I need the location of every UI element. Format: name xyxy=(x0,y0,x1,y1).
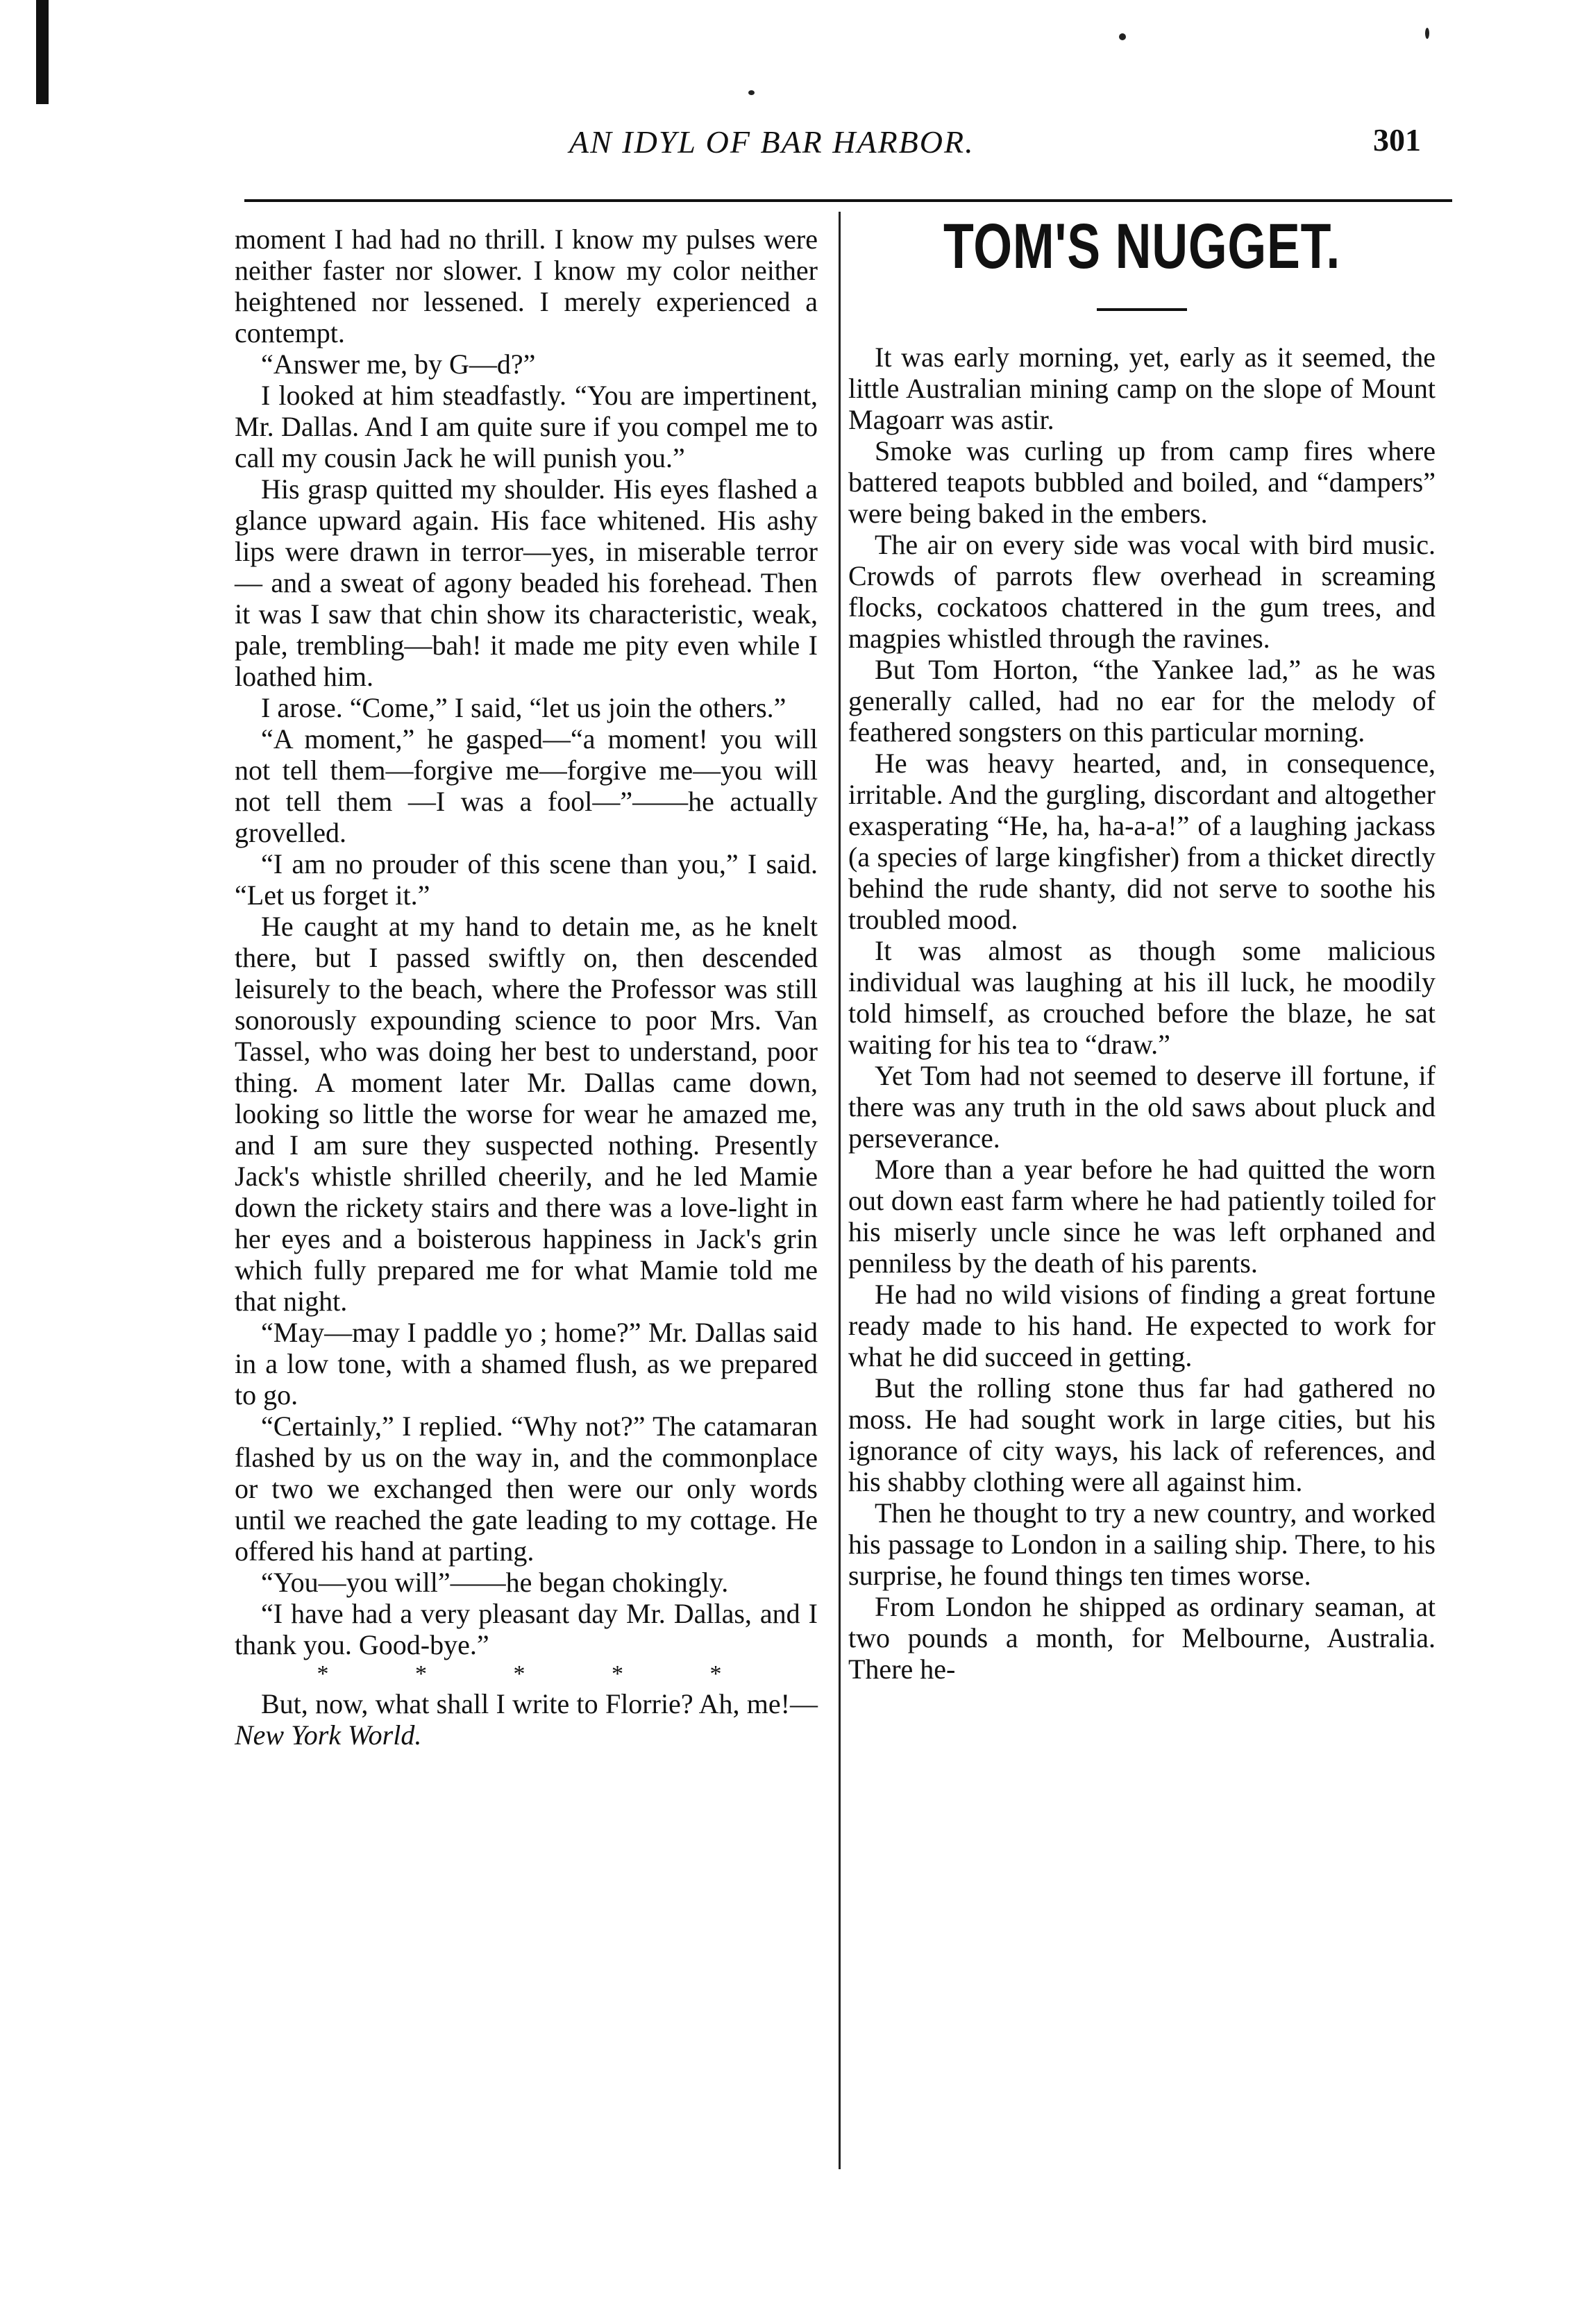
paragraph: But Tom Horton, “the Yankee lad,” as he was generally called, had no ear for the melody of feathered songsters on this particular morning. xyxy=(848,654,1436,748)
scan-speck xyxy=(1425,28,1429,39)
paragraph: He had no wild visions of finding a great fortune ready made to his hand. He expected to work for what he did succeed in getting. xyxy=(848,1279,1436,1372)
story-title: TOM'S NUGGET. xyxy=(943,211,1341,282)
paragraph: Yet Tom had not seemed to deserve ill fortune, if there was any truth in the old saws about pluck and perseverance. xyxy=(848,1060,1436,1154)
paragraph: “A moment,” he gasped—“a moment! you will not tell them—forgive me—forgive me—you will not tell them —I was a fool—”——he actually grovelled. xyxy=(235,723,818,848)
header-rule xyxy=(244,199,1452,202)
paragraph: I looked at him steadfastly. “You are impertinent, Mr. Dallas. And I am quite sure if you compel me to call my cousin Jack he will punish you.” xyxy=(235,380,818,473)
left-column xyxy=(235,224,818,1751)
paragraph: But the rolling stone thus far had gathered no moss. He had sought work in large cities, but his ignorance of city ways, his lack of references, and his shabby clothing were all against him. xyxy=(848,1372,1436,1497)
paragraph: More than a year before he had quitted the worn out down east farm where he had patiently toiled for his miserly uncle since he was left orphaned and penniless by the death of his parents. xyxy=(848,1154,1436,1279)
title-rule xyxy=(1097,308,1187,311)
paragraph: Smoke was curling up from camp fires where battered teapots bubbled and boiled, and “dampers” were being baked in the embers. xyxy=(848,435,1436,529)
source-credit: New York World. xyxy=(235,1719,422,1751)
paragraph: He caught at my hand to detain me, as he knelt there, but I passed swiftly on, then descended leisurely to the beach, where the Professor was still sonorously expounding science to poor Mrs. Van Tassel, who was doing her best to understand, poor thing. A moment later Mr. Dallas came down, looking so little the worse for wear he amazed me, and I am sure they suspected nothing. Presently Jack's whistle shrilled cheerily, and he led Mamie down the rickety stairs and there was a love-light in her eyes and a boisterous happiness in Jack's grin which fully prepared me for what Mamie told me that night. xyxy=(235,911,818,1317)
paragraph: From London he shipped as ordinary seaman, at two pounds a month, for Melbourne, Australia. There he- xyxy=(848,1591,1436,1685)
paragraph: His grasp quitted my shoulder. His eyes flashed a glance upward again. His face whitened. His ashy lips were drawn in terror—yes, in miserable terror — and a sweat of agony beaded his forehead. Then it was I saw that chin show its characteristic, weak, pale, trembling—bah! it made me pity even while I loathed him. xyxy=(235,473,818,692)
paragraph: “Answer me, by G—d?” xyxy=(261,348,536,380)
running-title: AN IDYL OF BAR HARBOR. xyxy=(569,124,975,160)
paragraph: “Certainly,” I replied. “Why not?” The catamaran flashed by us on the way in, and the commonplace or two we exchanged then were our only words until we reached the gate leading to my cottage. He offered his hand at parting. xyxy=(235,1411,818,1567)
scan-speck xyxy=(748,90,755,95)
paragraph: The air on every side was vocal with bird music. Crowds of parrots flew overhead in screaming flocks, cockatoos chattered in the gum trees, and magpies whistled through the ravines. xyxy=(848,529,1436,654)
paragraph: moment I had had no thrill. I know my pulses were neither faster nor slower. I know my color neither heightened nor lessened. I merely experienced a contempt. xyxy=(235,224,818,348)
section-break-asterisks: * * * * * xyxy=(317,1661,762,1687)
paragraph: “I am no prouder of this scene than you,” I said. “Let us forget it.” xyxy=(235,848,818,911)
column-divider xyxy=(839,212,841,2169)
closing-paragraph xyxy=(235,1688,818,1751)
paragraph: It was early morning, yet, early as it seemed, the little Australian mining camp on the slope of Mount Magoarr was astir. xyxy=(848,342,1436,435)
paragraph: “May—may I paddle yo ; home?” Mr. Dallas said in a low tone, with a shamed flush, as we prepared to go. xyxy=(235,1317,818,1411)
paragraph: Then he thought to try a new country, and worked his passage to London in a sailing ship. There, to his surprise, he found things ten times worse. xyxy=(848,1497,1436,1591)
scan-speck xyxy=(1119,33,1126,40)
paragraph: “You—you will”——he began chokingly. xyxy=(261,1567,729,1598)
paragraph: “I have had a very pleasant day Mr. Dallas, and I thank you. Good-bye.” xyxy=(235,1598,818,1660)
scan-edge-mark xyxy=(36,0,49,104)
closing-text: But, now, what shall I write to Florrie? Ah, me!— xyxy=(261,1688,818,1719)
paragraph: He was heavy hearted, and, in consequence, irritable. And the gurgling, discordant and altogether exasperating “He, ha, ha-a-a!” of a laughing jackass (a species of large kingfisher) from a thicket directly behind the rude shanty, did not serve to soothe his troubled mood. xyxy=(848,748,1436,935)
page-number: 301 xyxy=(1373,122,1421,158)
paragraph: It was almost as though some malicious individual was laughing at his ill luck, he moodily told himself, as crouched before the blaze, he sat waiting for his tea to “draw.” xyxy=(848,935,1436,1060)
paragraph: I arose. “Come,” I said, “let us join the others.” xyxy=(261,692,786,723)
right-column xyxy=(848,207,1436,1685)
